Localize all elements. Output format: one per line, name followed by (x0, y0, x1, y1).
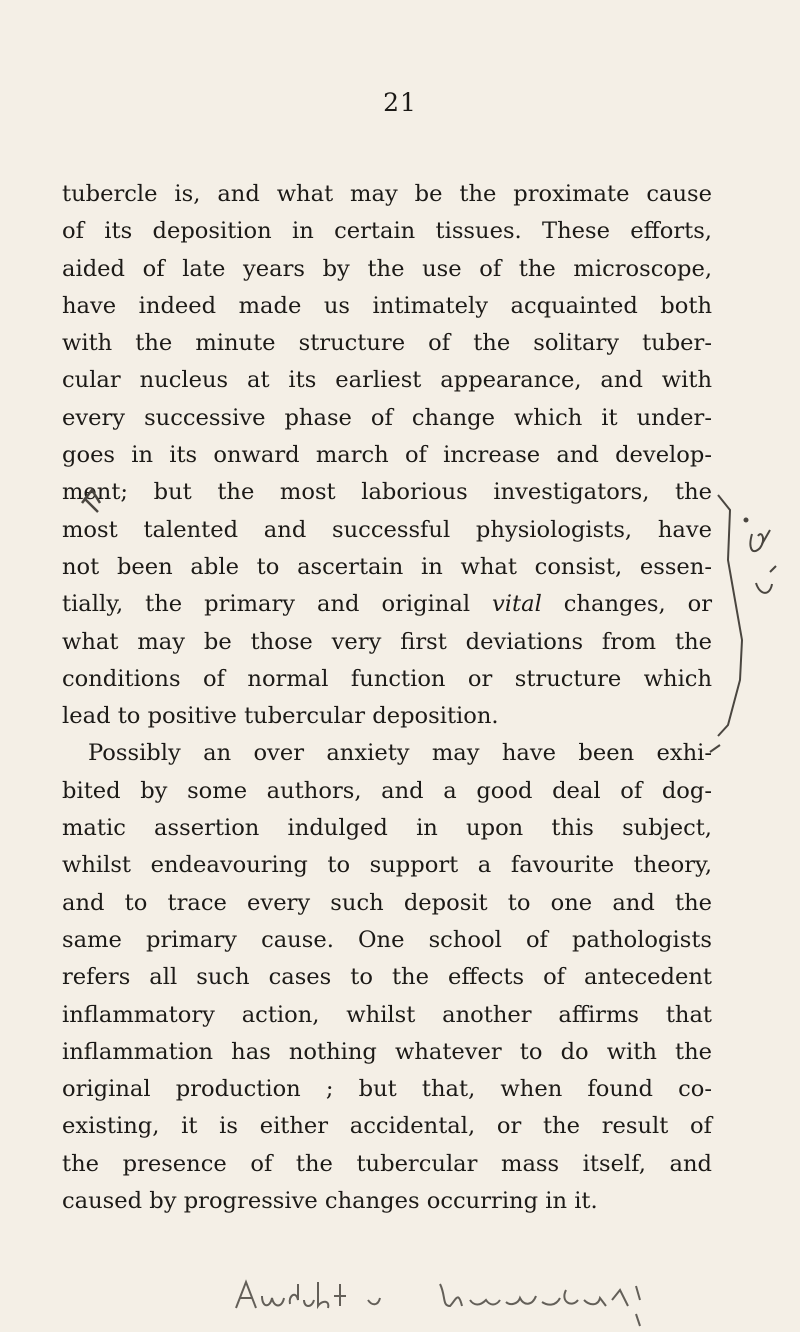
margin-bracket (710, 495, 742, 752)
italic-word: vital (492, 591, 542, 618)
text-line: inflammatory action, whilst another affirms that (62, 1001, 712, 1028)
text-line: aided of late years by the use of the microscope, (62, 255, 712, 282)
margin-scribble (745, 519, 777, 593)
text-line: the presence of the tubercular mass itself, and (62, 1150, 712, 1177)
text-line: same primary cause. One school of pathologists (62, 926, 712, 953)
text-line: tubercle is, and what may be the proximate cause (62, 181, 712, 207)
text-line: most talented and successful physiologists, have (62, 516, 712, 543)
text-line: not been able to ascertain in what consist, essen- (62, 553, 712, 580)
text-line: and to trace every such deposit to one and the (62, 889, 712, 916)
text-line: bited by some authors, and a good deal of dog- (62, 777, 712, 804)
text-line: have indeed made us intimately acquainted both (62, 292, 712, 319)
text-line: inflammation has nothing whatever to do with the (62, 1038, 712, 1065)
text-line: matic assertion indulged in upon this subject, (62, 815, 712, 842)
text-line: original production ; but that, when found co- (62, 1076, 712, 1103)
text-line: tially, the primary and original vital changes, or (62, 591, 712, 618)
text-line: what may be those very first deviations from the (62, 628, 712, 655)
text-line: ment; but the most laborious investigators, the (62, 479, 712, 506)
text-line: existing, it is either accidental, or the result of (62, 1113, 712, 1140)
text-line: conditions of normal function or structure which (62, 665, 712, 692)
text-line: with the minute structure of the solitary tuber- (62, 330, 712, 357)
signature-scribble (236, 1282, 640, 1326)
page-number: 21 (383, 88, 417, 117)
text-line: goes in its onward march of increase and develop- (62, 442, 712, 469)
text-line: cular nucleus at its earliest appearance, and with (62, 367, 712, 394)
text-line: refers all such cases to the effects of antecedent (62, 964, 712, 991)
text-line: lead to positive tubercular deposition. (62, 703, 499, 730)
text-line: Possibly an over anxiety may have been exhi- (88, 740, 712, 767)
text-line: caused by progressive changes occurring in it. (62, 1188, 598, 1215)
body-text (62, 176, 712, 1220)
text-line: every successive phase of change which it under- (62, 404, 712, 431)
text-line: of its deposition in certain tissues. These efforts, (62, 218, 712, 245)
text-line: whilst endeavouring to support a favourite theory, (62, 852, 712, 879)
